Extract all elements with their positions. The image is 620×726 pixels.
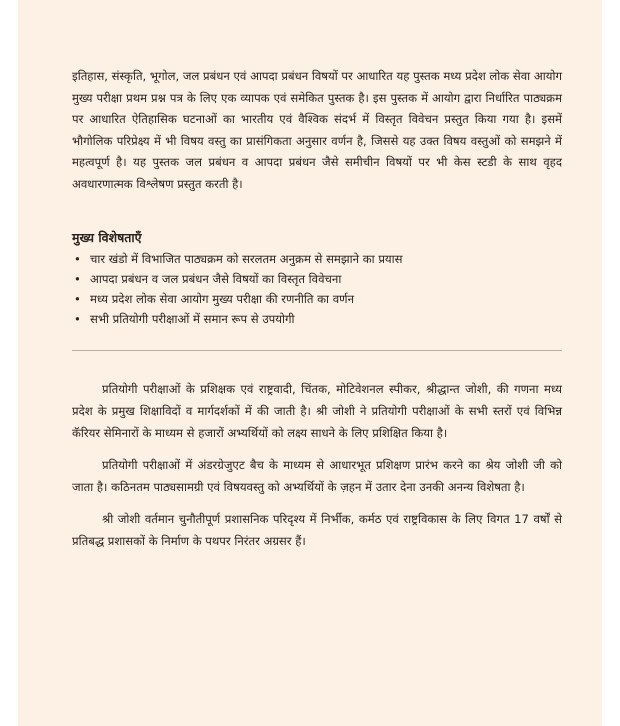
bio-paragraph: प्रतियोगी परीक्षाओं के प्रशिक्षक एवं राष्ट्रवादी, चिंतक, मोटिवेशनल स्पीकर, श्रीद्धान्त जोशी, की गणना मध्य प्रदेश के प्रमुख शिक्षाविदों व मार्गदर्शकों में की जाती है। श्री जोशी ने प्रतियोगी परीक्षाओं के सभी स्तरों एवं विभिन्न कॅरियर सेमिनारों के माध्यम से हजारों अभ्यर्थियों को लक्ष्य साधने के लिए प्रशिक्षित किया है। bbox=[72, 382, 562, 440]
section-divider bbox=[72, 350, 562, 351]
bio-paragraph: श्री जोशी वर्तमान चुनौतीपूर्ण प्रशासनिक परिदृश्य में निर्भीक, कर्मठ एवं राष्ट्रविकास के लिए विगत 17 वर्षों से प्रतिबद्ध प्रशासकों के निर्माण के पथपर निरंतर अग्रसर हैं। bbox=[72, 512, 562, 548]
features-heading: मुख्य विशेषताएँ bbox=[72, 230, 142, 245]
list-item: • मध्य प्रदेश लोक सेवा आयोग मुख्य परीक्षा की रणनीति का वर्णन bbox=[72, 289, 562, 309]
intro-paragraph: इतिहास, संस्कृति, भूगोल, जल प्रबंधन एवं आपदा प्रबंधन विषयों पर आधारित यह पुस्तक मध्य प्रदेश लोक सेवा आयोग मुख्य परीक्षा प्रथम प्रश्न पत्र के लिए एक व्यापक एवं समेकित पुस्तक है। इस पुस्तक में आयोग द्वारा निर्धारित पाठ्यक्रम पर आधारित ऐतिहासिक घटनाओं का भारतीय एवं वैश्विक संदर्भ में विस्तृत विवेचन प्रस्तुत किया गया है। इसमें भौगोलिक परिप्रेक्ष्य में भी विषय वस्तु का प्रासंगिकता अनुसार वर्णन है, जिससे यह उक्त विषय वस्तुओं को समझने में महत्वपूर्ण है। यह पुस्तक जल प्रबंधन व आपदा प्रबंधन जैसे समीचीन विषयों पर भी केस स्टडी के साथ वृहद अवधारणात्मक विश्लेषण प्रस्तुत करती है। bbox=[72, 69, 562, 191]
bio-paragraph: प्रतियोगी परीक्षाओं में अंडरग्रेजुएट बैच के माध्यम से आधारभूत प्रशिक्षण प्रारंभ करने का श्रेय जोशी जी को जाता है। कठिनतम पाठ्यसामग्री एवं विषयवस्तु को अभ्यर्थियों के ज़हन में उतार देना उनकी अनन्य विशेषता है। bbox=[72, 458, 562, 494]
author-bio bbox=[72, 378, 562, 562]
list-item: • आपदा प्रबंधन व जल प्रबंधन जैसे विषयों का विस्तृत विवेचना bbox=[72, 269, 562, 289]
features-list bbox=[72, 249, 562, 329]
book-page bbox=[18, 0, 602, 726]
list-item: • चार खंडो में विभाजित पाठ्यक्रम को सरलतम अनुक्रम से समझाने का प्रयास bbox=[72, 249, 562, 269]
list-item: • सभी प्रतियोगी परीक्षाओं में समान रूप से उपयोगी bbox=[72, 309, 562, 329]
